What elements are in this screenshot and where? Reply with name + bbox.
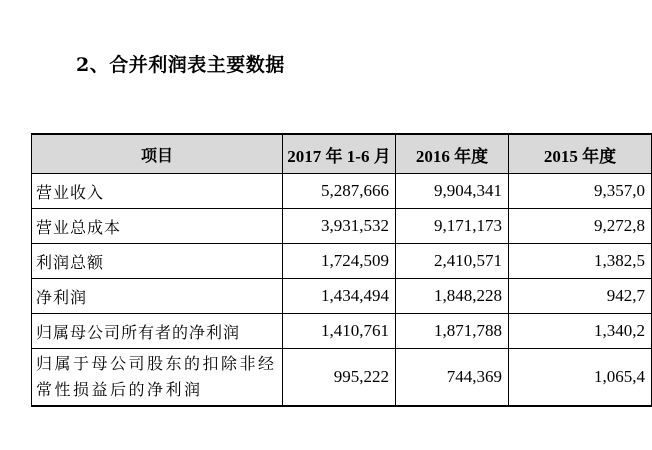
cell-2017-h1: 1,434,494: [283, 279, 396, 314]
cell-2016: 1,871,788: [396, 314, 509, 349]
table-row: [32, 279, 652, 314]
cell-2015: 9,357,0: [509, 174, 652, 209]
header-2017-h1: 2017 年 1-6 月: [283, 134, 396, 174]
row-label: 利润总额: [32, 244, 283, 279]
row-label: 营业收入: [32, 174, 283, 209]
header-2016: 2016 年度: [396, 134, 509, 174]
header-item: 项目: [32, 134, 283, 174]
section-heading: 2、合并利润表主要数据: [76, 54, 285, 76]
cell-2015: 1,382,5: [509, 244, 652, 279]
cell-2017-h1: 3,931,532: [283, 209, 396, 244]
cell-2016: 1,848,228: [396, 279, 509, 314]
cell-2015: 9,272,8: [509, 209, 652, 244]
cell-2015: 1,340,2: [509, 314, 652, 349]
income-statement-table: [31, 133, 652, 407]
cell-2016: 9,904,341: [396, 174, 509, 209]
cell-2015: 942,7: [509, 279, 652, 314]
row-label: 净利润: [32, 279, 283, 314]
cell-2017-h1: 1,410,761: [283, 314, 396, 349]
cell-2015: 1,065,4: [509, 349, 652, 407]
row-label: 营业总成本: [32, 209, 283, 244]
table-row: [32, 209, 652, 244]
cell-2017-h1: 1,724,509: [283, 244, 396, 279]
cell-2016: 2,410,571: [396, 244, 509, 279]
table-header-row: [32, 134, 652, 174]
row-label: 归属母公司所有者的净利润: [32, 314, 283, 349]
cell-2016: 9,171,173: [396, 209, 509, 244]
table-row: [32, 174, 652, 209]
table-row: [32, 244, 652, 279]
cell-2017-h1: 995,222: [283, 349, 396, 407]
table-row: [32, 349, 652, 407]
table-row: [32, 314, 652, 349]
row-label: 归属于母公司股东的扣除非经常性损益后的净利润: [32, 349, 283, 407]
income-statement-table-wrapper: [31, 133, 645, 401]
cell-2016: 744,369: [396, 349, 509, 407]
header-2015: 2015 年度: [509, 134, 652, 174]
cell-2017-h1: 5,287,666: [283, 174, 396, 209]
